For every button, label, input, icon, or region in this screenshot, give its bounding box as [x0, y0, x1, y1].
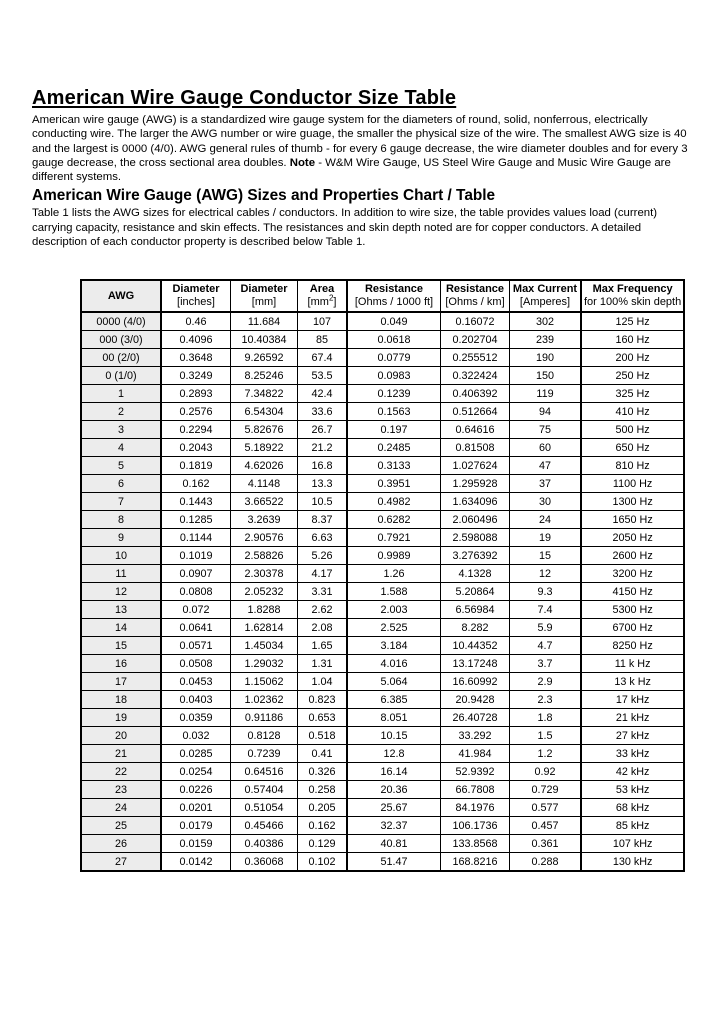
cell-area: 42.4: [298, 385, 348, 403]
cell-awg: 13: [81, 601, 161, 619]
cell-max-current: 47: [510, 457, 582, 475]
table-row: [81, 781, 684, 799]
table-row: [81, 349, 684, 367]
cell-resistance-km: 8.282: [441, 619, 510, 637]
cell-max-current: 1.2: [510, 745, 582, 763]
table-row: [81, 601, 684, 619]
cell-area: 21.2: [298, 439, 348, 457]
note-label: Note: [289, 156, 316, 169]
cell-resistance-km: 84.1976: [441, 799, 510, 817]
cell-resistance-1000ft: 0.3951: [347, 475, 441, 493]
cell-max-current: 0.457: [510, 817, 582, 835]
cell-max-frequency: 33 kHz: [581, 745, 684, 763]
table-row: [81, 312, 684, 331]
header-awg: AWG: [81, 280, 161, 312]
cell-resistance-1000ft: 20.36: [347, 781, 441, 799]
intro-text-after-note: - W&M Wire Gauge, US Steel Wire Gauge and Music Wire Gauge are different systems.: [32, 156, 671, 184]
awg-properties-table: [80, 279, 685, 872]
cell-diameter-mm: 0.57404: [231, 781, 298, 799]
cell-awg: 25: [81, 817, 161, 835]
cell-area: 0.41: [298, 745, 348, 763]
cell-resistance-1000ft: 12.8: [347, 745, 441, 763]
table-row: [81, 331, 684, 349]
cell-awg: 000 (3/0): [81, 331, 161, 349]
table-row: [81, 565, 684, 583]
cell-area: 26.7: [298, 421, 348, 439]
cell-resistance-1000ft: 0.0779: [347, 349, 441, 367]
cell-max-current: 37: [510, 475, 582, 493]
table-row: [81, 655, 684, 673]
cell-resistance-km: 1.027624: [441, 457, 510, 475]
cell-max-current: 1.8: [510, 709, 582, 727]
cell-max-current: 239: [510, 331, 582, 349]
cell-max-frequency: 4150 Hz: [581, 583, 684, 601]
cell-area: 8.37: [298, 511, 348, 529]
cell-area: 1.04: [298, 673, 348, 691]
cell-max-current: 4.7: [510, 637, 582, 655]
cell-area: 1.31: [298, 655, 348, 673]
cell-resistance-km: 16.60992: [441, 673, 510, 691]
cell-max-current: 150: [510, 367, 582, 385]
cell-resistance-km: 4.1328: [441, 565, 510, 583]
cell-diameter-inches: 0.0571: [161, 637, 231, 655]
cell-awg: 00 (2/0): [81, 349, 161, 367]
cell-resistance-km: 2.598088: [441, 529, 510, 547]
cell-resistance-1000ft: 0.3133: [347, 457, 441, 475]
cell-max-frequency: 410 Hz: [581, 403, 684, 421]
cell-max-current: 0.92: [510, 763, 582, 781]
cell-max-frequency: 500 Hz: [581, 421, 684, 439]
cell-max-frequency: 810 Hz: [581, 457, 684, 475]
cell-resistance-km: 3.276392: [441, 547, 510, 565]
cell-awg: 7: [81, 493, 161, 511]
table-row: [81, 367, 684, 385]
cell-resistance-1000ft: 1.26: [347, 565, 441, 583]
cell-max-frequency: 250 Hz: [581, 367, 684, 385]
cell-diameter-mm: 10.40384: [231, 331, 298, 349]
cell-diameter-mm: 0.40386: [231, 835, 298, 853]
cell-diameter-mm: 0.64516: [231, 763, 298, 781]
cell-resistance-km: 0.512664: [441, 403, 510, 421]
cell-diameter-inches: 0.0285: [161, 745, 231, 763]
cell-diameter-mm: 7.34822: [231, 385, 298, 403]
cell-resistance-km: 52.9392: [441, 763, 510, 781]
cell-area: 0.258: [298, 781, 348, 799]
cell-max-frequency: 200 Hz: [581, 349, 684, 367]
cell-diameter-mm: 1.29032: [231, 655, 298, 673]
cell-area: 67.4: [298, 349, 348, 367]
cell-max-frequency: 5300 Hz: [581, 601, 684, 619]
table-row: [81, 817, 684, 835]
cell-max-current: 12: [510, 565, 582, 583]
table-row: [81, 385, 684, 403]
cell-awg: 20: [81, 727, 161, 745]
table-row: [81, 853, 684, 872]
table-row: [81, 529, 684, 547]
cell-area: 1.65: [298, 637, 348, 655]
cell-resistance-1000ft: 32.37: [347, 817, 441, 835]
cell-max-frequency: 11 k Hz: [581, 655, 684, 673]
cell-max-current: 190: [510, 349, 582, 367]
cell-diameter-mm: 2.58826: [231, 547, 298, 565]
cell-resistance-km: 0.322424: [441, 367, 510, 385]
cell-diameter-inches: 0.0453: [161, 673, 231, 691]
cell-awg: 6: [81, 475, 161, 493]
cell-max-current: 15: [510, 547, 582, 565]
cell-diameter-mm: 8.25246: [231, 367, 298, 385]
table-header-row: [81, 280, 684, 312]
cell-diameter-inches: 0.2893: [161, 385, 231, 403]
cell-awg: 15: [81, 637, 161, 655]
cell-area: 5.26: [298, 547, 348, 565]
cell-area: 13.3: [298, 475, 348, 493]
cell-awg: 5: [81, 457, 161, 475]
cell-diameter-inches: 0.46: [161, 312, 231, 331]
cell-resistance-1000ft: 0.9989: [347, 547, 441, 565]
cell-awg: 26: [81, 835, 161, 853]
cell-max-frequency: 160 Hz: [581, 331, 684, 349]
header-max-current: Max Current [Amperes]: [510, 280, 582, 312]
cell-resistance-km: 0.81508: [441, 439, 510, 457]
cell-resistance-km: 5.20864: [441, 583, 510, 601]
cell-resistance-1000ft: 0.1563: [347, 403, 441, 421]
cell-awg: 21: [81, 745, 161, 763]
cell-resistance-1000ft: 6.385: [347, 691, 441, 709]
cell-diameter-inches: 0.3648: [161, 349, 231, 367]
cell-diameter-inches: 0.0201: [161, 799, 231, 817]
cell-max-current: 1.5: [510, 727, 582, 745]
cell-max-frequency: 13 k Hz: [581, 673, 684, 691]
cell-area: 0.162: [298, 817, 348, 835]
page-title: American Wire Gauge Conductor Size Table: [32, 87, 457, 109]
cell-diameter-mm: 3.2639: [231, 511, 298, 529]
cell-diameter-inches: 0.0808: [161, 583, 231, 601]
cell-max-current: 5.9: [510, 619, 582, 637]
cell-diameter-mm: 2.90576: [231, 529, 298, 547]
cell-max-frequency: 85 kHz: [581, 817, 684, 835]
cell-max-frequency: 2050 Hz: [581, 529, 684, 547]
cell-diameter-mm: 1.02362: [231, 691, 298, 709]
cell-diameter-mm: 5.82676: [231, 421, 298, 439]
cell-max-frequency: 3200 Hz: [581, 565, 684, 583]
cell-area: 33.6: [298, 403, 348, 421]
cell-diameter-mm: 0.51054: [231, 799, 298, 817]
header-resistance-km: Resistance [Ohms / km]: [441, 280, 510, 312]
cell-diameter-mm: 5.18922: [231, 439, 298, 457]
header-diameter-mm: Diameter [mm]: [231, 280, 298, 312]
cell-area: 3.31: [298, 583, 348, 601]
cell-diameter-inches: 0.0403: [161, 691, 231, 709]
cell-max-frequency: 130 kHz: [581, 853, 684, 872]
cell-max-current: 0.729: [510, 781, 582, 799]
cell-max-current: 119: [510, 385, 582, 403]
cell-awg: 19: [81, 709, 161, 727]
section-heading: American Wire Gauge (AWG) Sizes and Properties Chart / Table: [32, 187, 496, 205]
cell-max-current: 60: [510, 439, 582, 457]
cell-diameter-inches: 0.1285: [161, 511, 231, 529]
table-row: [81, 475, 684, 493]
cell-awg: 8: [81, 511, 161, 529]
cell-max-current: 0.288: [510, 853, 582, 872]
cell-diameter-mm: 1.15062: [231, 673, 298, 691]
cell-max-frequency: 6700 Hz: [581, 619, 684, 637]
cell-max-current: 75: [510, 421, 582, 439]
cell-resistance-km: 0.16072: [441, 312, 510, 331]
cell-diameter-mm: 0.8128: [231, 727, 298, 745]
cell-diameter-inches: 0.0359: [161, 709, 231, 727]
cell-resistance-km: 10.44352: [441, 637, 510, 655]
cell-area: 6.63: [298, 529, 348, 547]
cell-resistance-km: 0.255512: [441, 349, 510, 367]
cell-resistance-1000ft: 51.47: [347, 853, 441, 872]
cell-diameter-inches: 0.0179: [161, 817, 231, 835]
cell-diameter-inches: 0.0907: [161, 565, 231, 583]
cell-max-frequency: 125 Hz: [581, 312, 684, 331]
cell-diameter-mm: 4.1148: [231, 475, 298, 493]
cell-resistance-1000ft: 0.1239: [347, 385, 441, 403]
cell-max-frequency: 53 kHz: [581, 781, 684, 799]
cell-diameter-mm: 0.7239: [231, 745, 298, 763]
cell-resistance-1000ft: 3.184: [347, 637, 441, 655]
cell-awg: 3: [81, 421, 161, 439]
header-area: Area $[mm^2]$: [298, 280, 348, 312]
cell-area: 10.5: [298, 493, 348, 511]
cell-diameter-mm: 0.45466: [231, 817, 298, 835]
cell-resistance-1000ft: 0.0983: [347, 367, 441, 385]
cell-resistance-km: 1.634096: [441, 493, 510, 511]
cell-diameter-mm: 2.30378: [231, 565, 298, 583]
cell-resistance-1000ft: 16.14: [347, 763, 441, 781]
cell-awg: 0000 (4/0): [81, 312, 161, 331]
cell-resistance-km: 133.8568: [441, 835, 510, 853]
cell-max-frequency: 325 Hz: [581, 385, 684, 403]
cell-area: 0.653: [298, 709, 348, 727]
table-row: [81, 421, 684, 439]
table-row: [81, 619, 684, 637]
cell-awg: 18: [81, 691, 161, 709]
cell-resistance-km: 66.7808: [441, 781, 510, 799]
table-row: [81, 763, 684, 781]
cell-resistance-1000ft: 0.197: [347, 421, 441, 439]
cell-resistance-km: 0.406392: [441, 385, 510, 403]
cell-resistance-1000ft: 40.81: [347, 835, 441, 853]
cell-max-frequency: 21 kHz: [581, 709, 684, 727]
cell-awg: 0 (1/0): [81, 367, 161, 385]
cell-area: 0.205: [298, 799, 348, 817]
table-row: [81, 493, 684, 511]
cell-area: 16.8: [298, 457, 348, 475]
cell-max-current: 2.3: [510, 691, 582, 709]
cell-awg: 24: [81, 799, 161, 817]
cell-area: 0.518: [298, 727, 348, 745]
cell-max-frequency: 1650 Hz: [581, 511, 684, 529]
cell-max-frequency: 17 kHz: [581, 691, 684, 709]
cell-diameter-inches: 0.0159: [161, 835, 231, 853]
cell-max-current: 2.9: [510, 673, 582, 691]
cell-diameter-mm: 2.05232: [231, 583, 298, 601]
table-row: [81, 547, 684, 565]
header-resistance-1000ft: Resistance [Ohms / 1000 ft]: [347, 280, 441, 312]
cell-diameter-mm: 1.8288: [231, 601, 298, 619]
cell-diameter-mm: 1.62814: [231, 619, 298, 637]
cell-diameter-inches: 0.162: [161, 475, 231, 493]
table-row: [81, 745, 684, 763]
cell-diameter-inches: 0.1019: [161, 547, 231, 565]
cell-diameter-inches: 0.2294: [161, 421, 231, 439]
cell-resistance-km: 41.984: [441, 745, 510, 763]
cell-resistance-1000ft: 0.2485: [347, 439, 441, 457]
table-row: [81, 799, 684, 817]
cell-max-frequency: 1100 Hz: [581, 475, 684, 493]
cell-awg: 1: [81, 385, 161, 403]
cell-resistance-km: 0.64616: [441, 421, 510, 439]
table-row: [81, 835, 684, 853]
cell-awg: 4: [81, 439, 161, 457]
cell-diameter-mm: 0.36068: [231, 853, 298, 872]
cell-diameter-inches: 0.2043: [161, 439, 231, 457]
cell-diameter-mm: 11.684: [231, 312, 298, 331]
cell-resistance-km: 33.292: [441, 727, 510, 745]
cell-resistance-1000ft: 0.7921: [347, 529, 441, 547]
cell-area: 4.17: [298, 565, 348, 583]
cell-area: 0.102: [298, 853, 348, 872]
cell-resistance-km: 0.202704: [441, 331, 510, 349]
cell-max-current: 302: [510, 312, 582, 331]
table-row: [81, 709, 684, 727]
cell-resistance-1000ft: 1.588: [347, 583, 441, 601]
cell-diameter-inches: 0.032: [161, 727, 231, 745]
cell-area: 0.326: [298, 763, 348, 781]
cell-max-current: 30: [510, 493, 582, 511]
cell-resistance-km: 6.56984: [441, 601, 510, 619]
cell-resistance-1000ft: 0.0618: [347, 331, 441, 349]
table-row: [81, 457, 684, 475]
cell-area: 0.823: [298, 691, 348, 709]
cell-diameter-mm: 0.91186: [231, 709, 298, 727]
cell-awg: 11: [81, 565, 161, 583]
cell-diameter-inches: 0.0508: [161, 655, 231, 673]
cell-area: 53.5: [298, 367, 348, 385]
cell-resistance-km: 2.060496: [441, 511, 510, 529]
cell-max-frequency: 8250 Hz: [581, 637, 684, 655]
cell-diameter-mm: 3.66522: [231, 493, 298, 511]
cell-max-frequency: 650 Hz: [581, 439, 684, 457]
intro-text: American wire gauge (AWG) is a standardized wire gauge system for the diameters of round, solid, nonferrous, electrically conducting wire. The larger the AWG number or wire guage, the smaller the physical size of the wire. The smallest AWG size is 40 and the largest is 0000 (4/0). AWG general rules of thumb - for every 6 gauge decrease, the wire diameter doubles and for every 3 gauge decrease, the cross sectional area doubles.: [32, 114, 688, 169]
cell-area: 2.08: [298, 619, 348, 637]
cell-diameter-inches: 0.0641: [161, 619, 231, 637]
cell-diameter-inches: 0.0254: [161, 763, 231, 781]
cell-diameter-mm: 1.45034: [231, 637, 298, 655]
table-row: [81, 439, 684, 457]
cell-area: 85: [298, 331, 348, 349]
cell-diameter-inches: 0.072: [161, 601, 231, 619]
cell-max-current: 24: [510, 511, 582, 529]
cell-max-current: 94: [510, 403, 582, 421]
cell-resistance-1000ft: 5.064: [347, 673, 441, 691]
cell-max-current: 19: [510, 529, 582, 547]
table-row: [81, 637, 684, 655]
cell-awg: 17: [81, 673, 161, 691]
table-body: [81, 312, 684, 871]
cell-awg: 22: [81, 763, 161, 781]
cell-diameter-mm: 6.54304: [231, 403, 298, 421]
cell-resistance-km: 106.1736: [441, 817, 510, 835]
cell-resistance-1000ft: 2.525: [347, 619, 441, 637]
cell-resistance-1000ft: 8.051: [347, 709, 441, 727]
cell-awg: 12: [81, 583, 161, 601]
cell-awg: 2: [81, 403, 161, 421]
cell-area: 2.62: [298, 601, 348, 619]
cell-max-frequency: 27 kHz: [581, 727, 684, 745]
cell-diameter-inches: 0.3249: [161, 367, 231, 385]
cell-awg: 16: [81, 655, 161, 673]
cell-awg: 14: [81, 619, 161, 637]
intro-paragraph: [32, 113, 694, 184]
section-paragraph: Table 1 lists the AWG sizes for electrical cables / conductors. In addition to wire size, the table provides values load (current) carrying capacity, resistance and skin effects. The resistances and skin depth noted are for copper conductors. A detailed description of each conductor property is described below Table 1.: [32, 207, 658, 249]
table-row: [81, 403, 684, 421]
cell-resistance-km: 20.9428: [441, 691, 510, 709]
cell-diameter-inches: 0.2576: [161, 403, 231, 421]
cell-max-current: 7.4: [510, 601, 582, 619]
cell-diameter-mm: 4.62026: [231, 457, 298, 475]
table-head: [81, 280, 684, 312]
cell-diameter-inches: 0.0142: [161, 853, 231, 872]
table-row: [81, 727, 684, 745]
table-row: [81, 673, 684, 691]
cell-resistance-1000ft: 10.15: [347, 727, 441, 745]
cell-resistance-1000ft: 0.4982: [347, 493, 441, 511]
cell-resistance-1000ft: 4.016: [347, 655, 441, 673]
cell-max-frequency: 107 kHz: [581, 835, 684, 853]
cell-awg: 27: [81, 853, 161, 872]
cell-resistance-km: 1.295928: [441, 475, 510, 493]
cell-area: 0.129: [298, 835, 348, 853]
cell-max-frequency: 42 kHz: [581, 763, 684, 781]
cell-diameter-inches: 0.1819: [161, 457, 231, 475]
cell-resistance-km: 26.40728: [441, 709, 510, 727]
cell-diameter-inches: 0.1144: [161, 529, 231, 547]
cell-max-current: 3.7: [510, 655, 582, 673]
table-row: [81, 691, 684, 709]
table-row: [81, 583, 684, 601]
cell-awg: 9: [81, 529, 161, 547]
cell-diameter-inches: 0.1443: [161, 493, 231, 511]
cell-resistance-km: 13.17248: [441, 655, 510, 673]
cell-max-current: 0.361: [510, 835, 582, 853]
cell-diameter-inches: 0.0226: [161, 781, 231, 799]
cell-max-frequency: 2600 Hz: [581, 547, 684, 565]
cell-resistance-km: 168.8216: [441, 853, 510, 872]
cell-max-frequency: 68 kHz: [581, 799, 684, 817]
cell-diameter-mm: 9.26592: [231, 349, 298, 367]
cell-resistance-1000ft: 25.67: [347, 799, 441, 817]
cell-max-current: 0.577: [510, 799, 582, 817]
header-diameter-inches: Diameter [inches]: [161, 280, 231, 312]
cell-max-frequency: 1300 Hz: [581, 493, 684, 511]
cell-area: 107: [298, 312, 348, 331]
cell-resistance-1000ft: 0.6282: [347, 511, 441, 529]
cell-awg: 23: [81, 781, 161, 799]
cell-resistance-1000ft: 2.003: [347, 601, 441, 619]
cell-max-current: 9.3: [510, 583, 582, 601]
cell-resistance-1000ft: 0.049: [347, 312, 441, 331]
table-row: [81, 511, 684, 529]
cell-awg: 10: [81, 547, 161, 565]
cell-diameter-inches: 0.4096: [161, 331, 231, 349]
header-max-frequency: Max Frequency for 100% skin depth: [581, 280, 684, 312]
